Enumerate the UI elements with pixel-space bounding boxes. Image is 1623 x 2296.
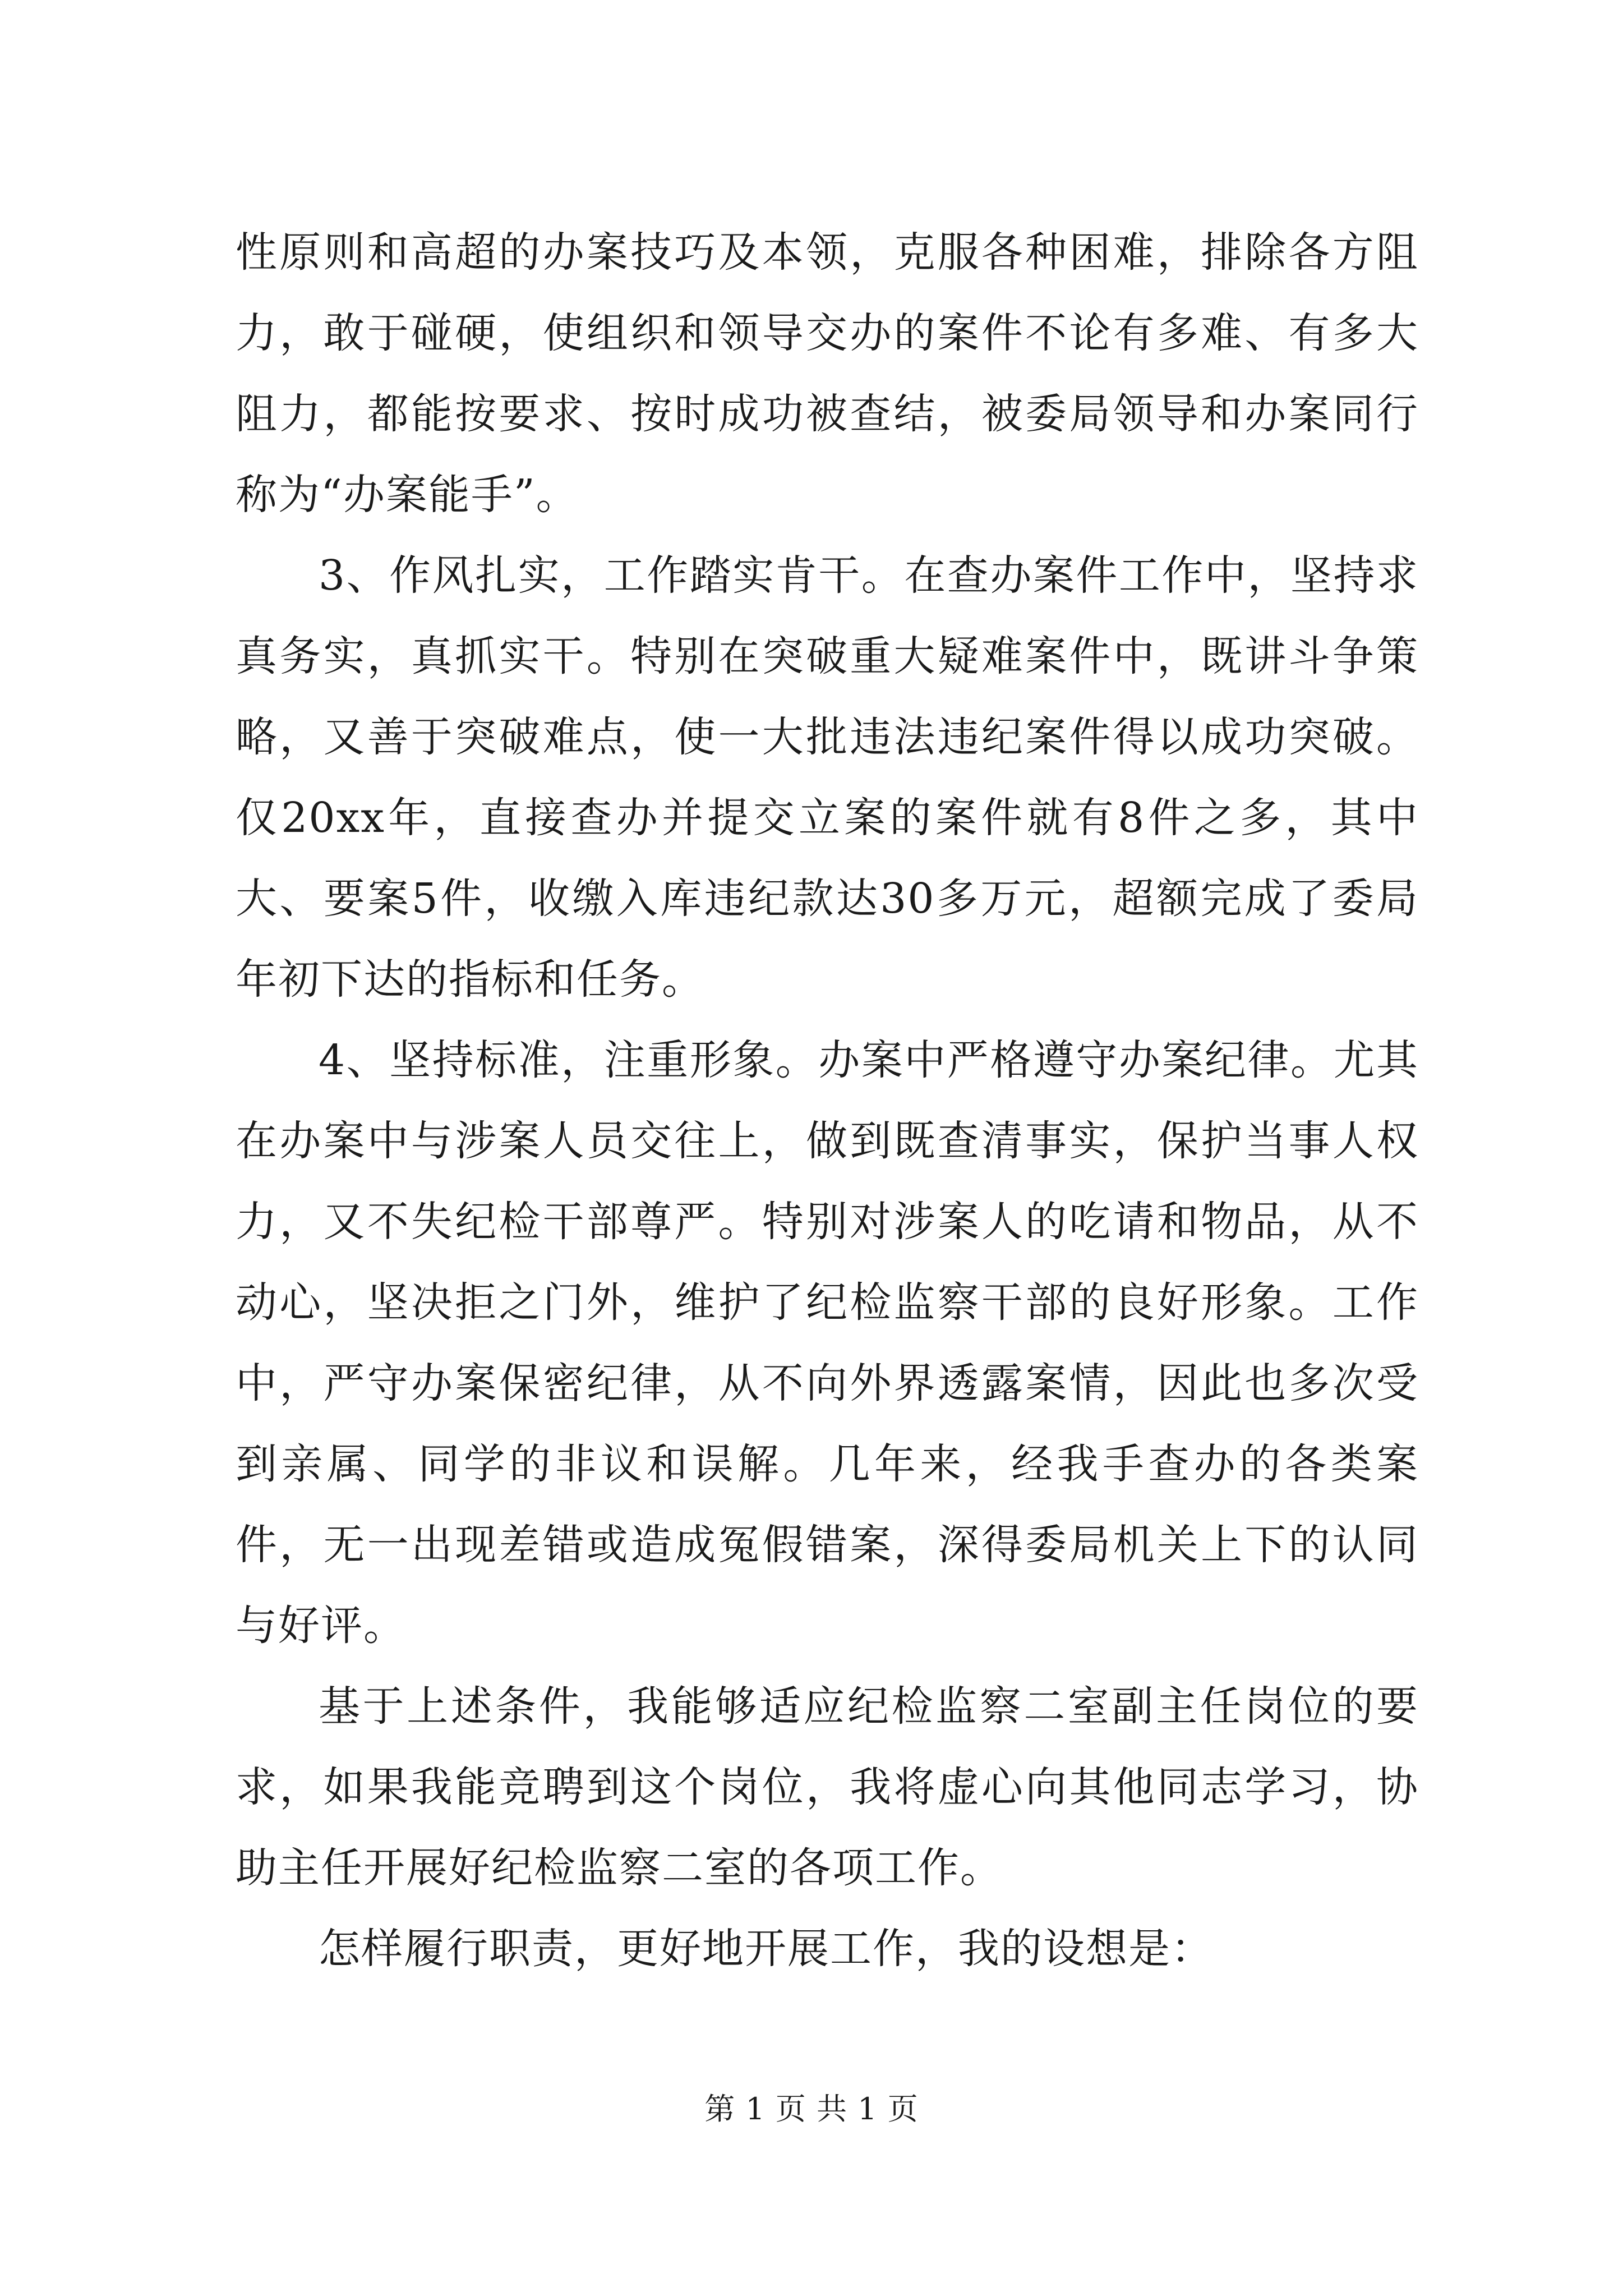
paragraph-plan-intro: 怎样履行职责，更好地开展工作，我的设想是： [319, 1925, 1214, 1973]
paragraph-item-3: 3、作风扎实，工作踏实肯干。在查办案件工作中，坚持求真务实，真抓实干。特别在突破重大疑难案件中，既讲斗争策略，又善于突破难点，使一大批违法违纪案件得以成功突破。仅20xx年，直接查办并提交立案的案件就有8件之多，其中大、要案5件，收缴入库违纪款达30多万元，超额完成了委局年初下达的指标和任务。 [236, 551, 1419, 1004]
page-footer [0, 2087, 1623, 2132]
page-number-label: 第 1 页 共 1 页 [704, 2091, 919, 2127]
paragraph-item-4: 4、坚持标准，注重形象。办案中严格遵守办案纪律。尤其在办案中与涉案人员交往上，做到既查清事实，保护当事人权力，又不失纪检干部尊严。特别对涉案人的吃请和物品，从不动心，坚决拒之门外，维护了纪检监察干部的良好形象。工作中，严守办案保密纪律，从不向外界透露案情，因此也多次受到亲属、同学的非议和误解。几年来，经我手查办的各类案件，无一出现差错或造成冤假错案，深得委局机关上下的认同与好评。 [236, 1036, 1419, 1650]
paragraph-continuation: 性原则和高超的办案技巧及本领，克服各种困难，排除各方阻力，敢于碰硬，使组织和领导交办的案件不论有多难、有多大阻力，都能按要求、按时成功被查结，被委局领导和办案同行称为“办案能手”。 [236, 228, 1419, 519]
paragraph-conclusion: 基于上述条件，我能够适应纪检监察二室副主任岗位的要求，如果我能竞聘到这个岗位，我将虚心向其他同志学习，协助主任开展好纪检监察二室的各项工作。 [236, 1682, 1419, 1892]
document-body [236, 212, 1419, 1989]
